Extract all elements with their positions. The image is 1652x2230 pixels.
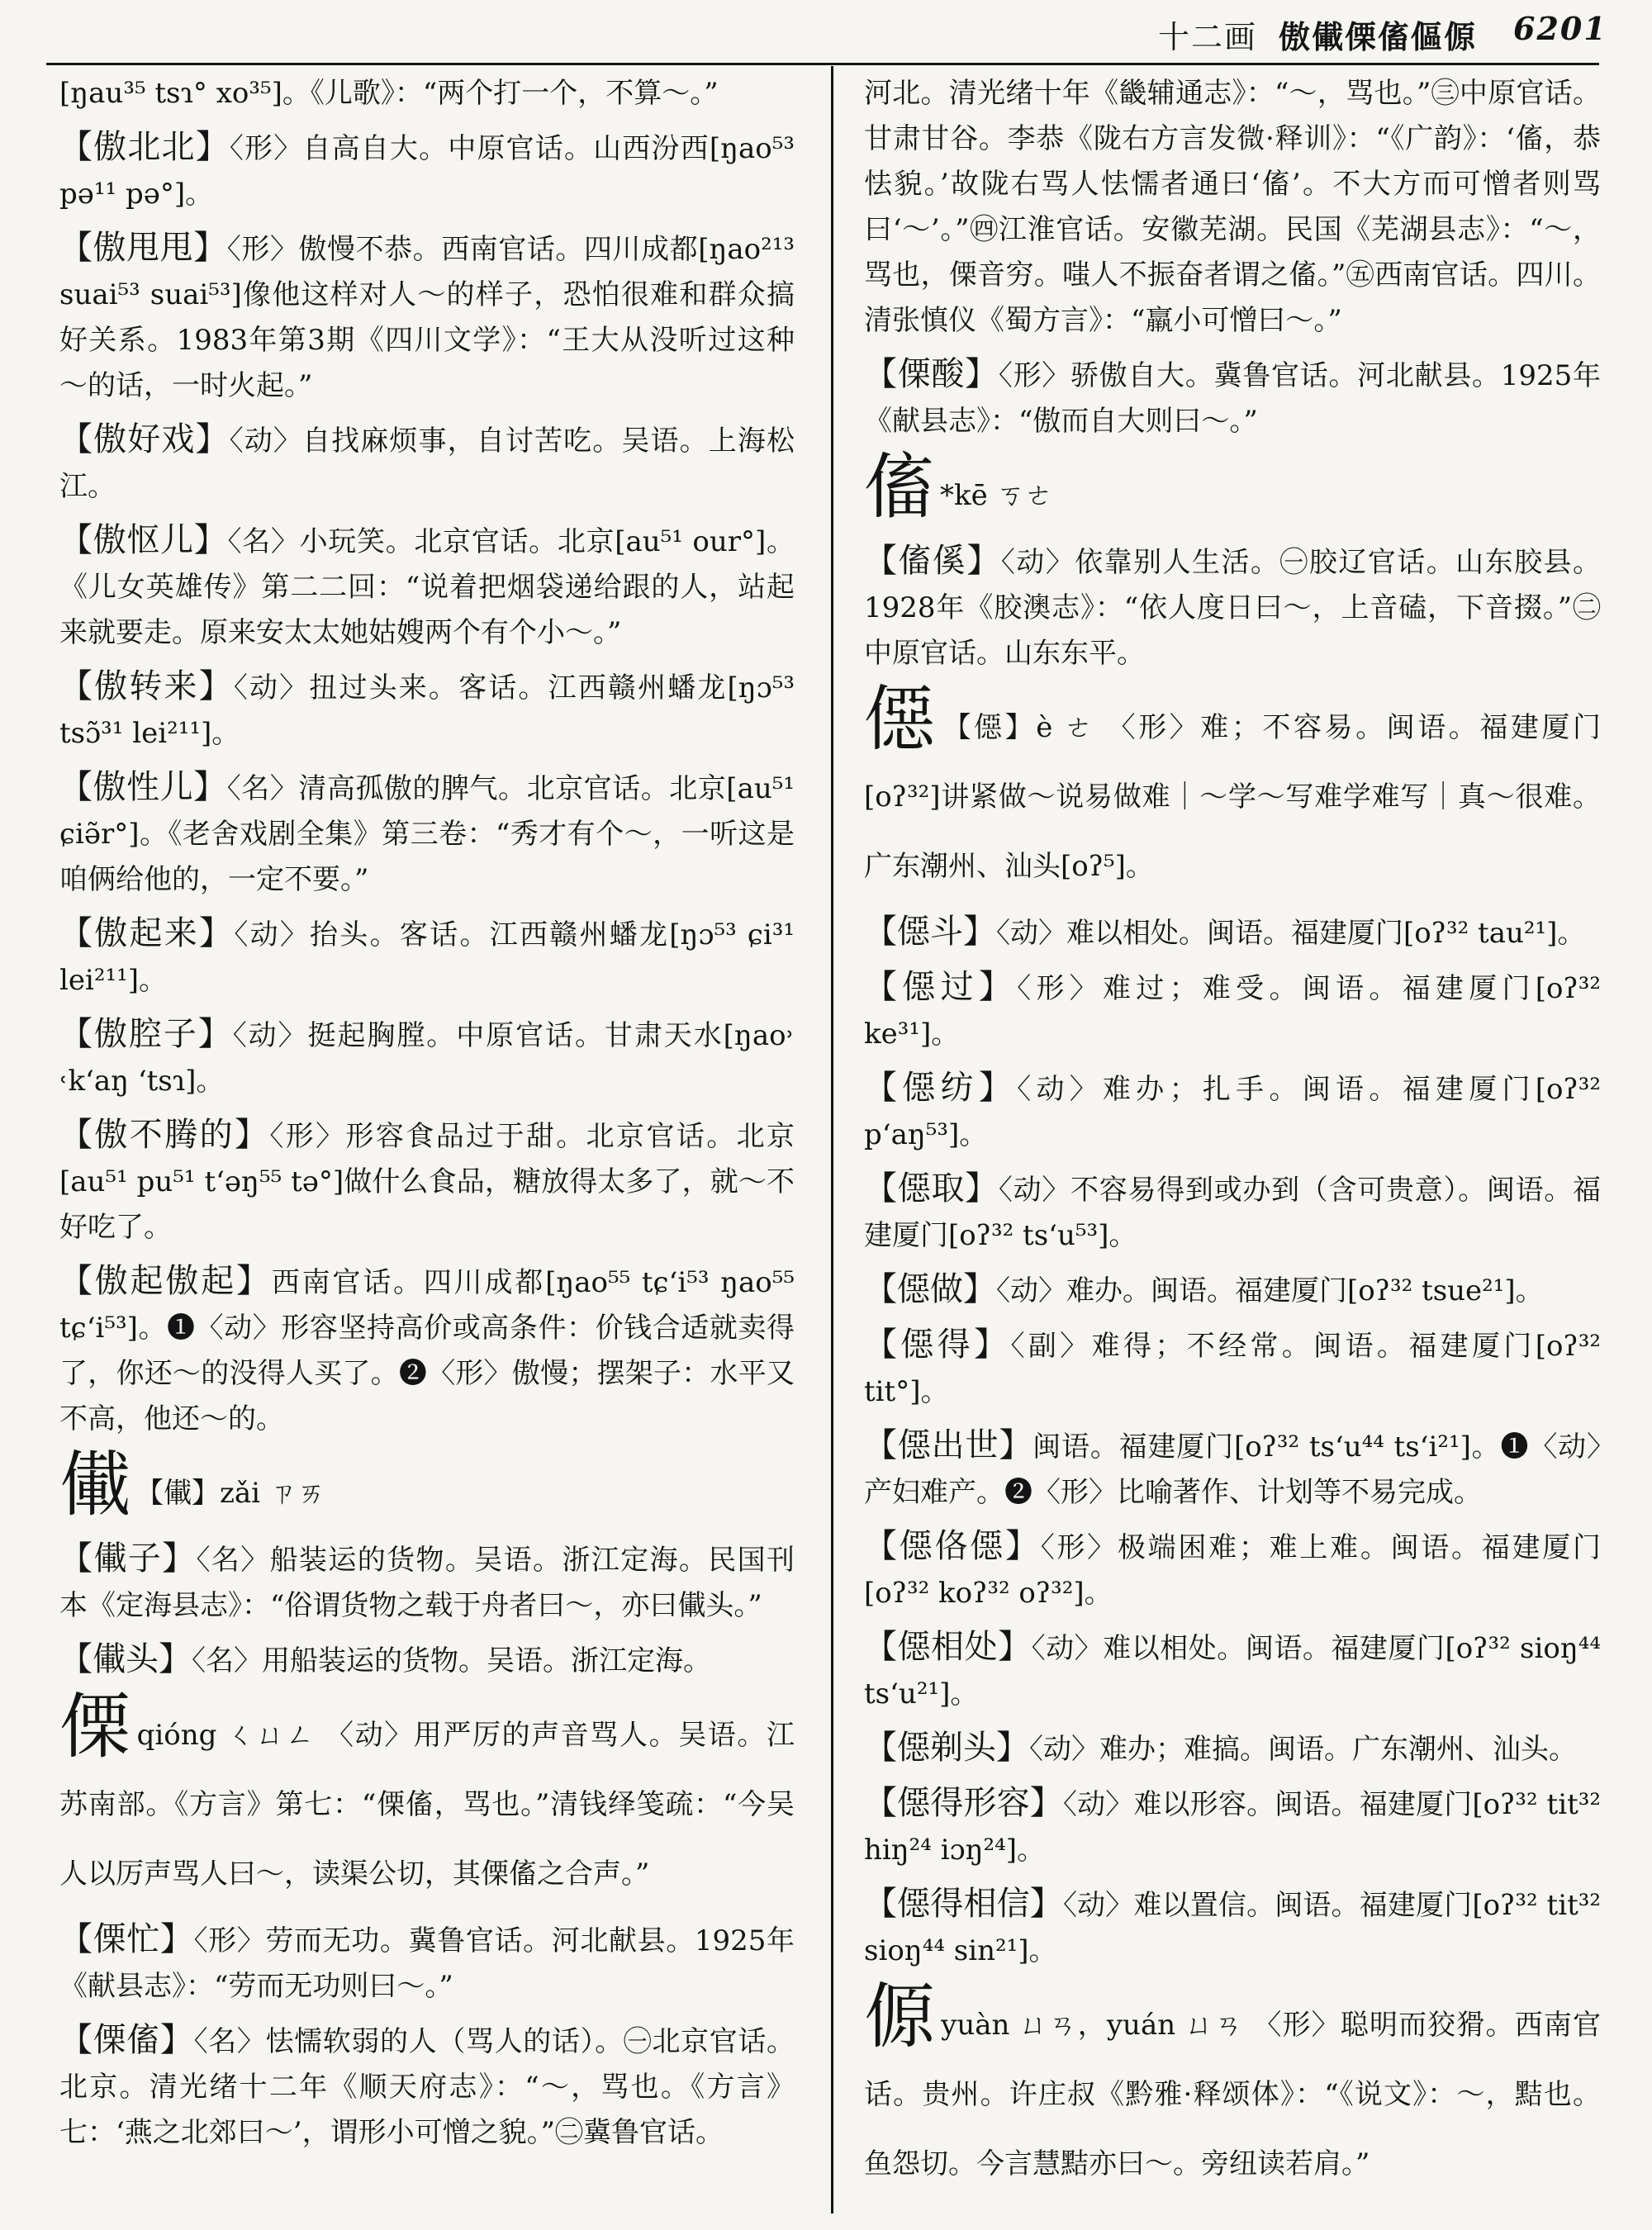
dictionary-entry (864, 1423, 1601, 1516)
entry-headword: 【僫做】 (864, 1270, 996, 1308)
section-title: 十二画 (1158, 19, 1258, 55)
dictionary-entry (59, 125, 795, 217)
entry-definition: 〈动〉难办。闽语。福建厦门[oʔ³² tsue²¹]。 (996, 1274, 1544, 1307)
dictionary-entry (59, 417, 795, 510)
dictionary-entry (59, 1259, 795, 1442)
header-head-chars: 傲儎傈傗傴傆 (1279, 18, 1478, 55)
character-definition: *kē ㄎㄜ (940, 479, 1053, 512)
dictionary-entry (59, 1113, 795, 1250)
entry-definition: 〈名〉清高孤傲的脾气。北京官话。北京[au⁵¹ ɕiə̃r°]。《老舍戏剧全集》第三卷：“秀才有个～，一听这是咱俩给他的，一定不要。” (59, 772, 795, 896)
entry-headword: 【儎头】 (59, 1640, 192, 1678)
left-column (59, 71, 795, 2164)
head-character: 僫 (864, 678, 938, 761)
entry-headword: 【僫纺】 (864, 1069, 1018, 1107)
character-entry (59, 1686, 795, 1909)
head-character: 傆 (864, 1976, 937, 2058)
entry-headword: 【傲好戏】 (59, 420, 230, 458)
character-definition: 【儎】zǎi ㄗㄞ (135, 1477, 325, 1510)
dictionary-entry (864, 1725, 1601, 1772)
dictionary-entry (59, 518, 795, 656)
entry-definition: 〈名〉船装运的货物。吴语。浙江定海。民国刊本《定海县志》：“俗谓货物之载于舟者曰～，亦曰儎头。” (59, 1544, 795, 1622)
dictionary-entry (864, 1524, 1601, 1616)
entry-headword: 【傲怄儿】 (59, 521, 228, 559)
entry-headword: 【傈酸】 (864, 355, 999, 393)
dictionary-entry (864, 909, 1601, 956)
head-character: 傈 (59, 1686, 132, 1768)
dictionary-entry (864, 1166, 1601, 1259)
entry-definition: 〈动〉难以相处。闽语。福建厦门[oʔ³² sioŋ⁴⁴ ts‘u²¹]。 (864, 1632, 1601, 1710)
dictionary-entry (864, 1267, 1601, 1314)
character-definition: yuàn ㄩㄢ，yuán ㄩㄢ 〈形〉聪明而狡猾。西南官话。贵州。许庄叔《黔雅·释颂体》：“《说文》：～，黠也。鱼怨切。今言慧黠亦曰～。旁纽读若肩。” (864, 2009, 1602, 2180)
entry-definition: 〈形〉形容食品过于甜。北京官话。北京[au⁵¹ pu⁵¹ t‘əŋ⁵⁵ tə°]做什么食品，糖放得太多了，就～不好吃了。 (59, 1120, 795, 1244)
entry-headword: 【傲北北】 (59, 128, 230, 166)
entry-definition: 〈名〉小玩笑。北京官话。北京[au⁵¹ our°]。《儿女英雄传》第二二回：“说着把烟袋递给跟的人，站起来就要走。原来安太太她姑嫂两个有个小～。” (59, 525, 795, 649)
entry-headword: 【僫剃头】 (864, 1729, 1029, 1767)
entry-definition: 〈动〉挺起胸膛。中原官话。甘肃天水[ŋao˒ ˓k‘aŋ ‘tsɿ]。 (59, 1019, 795, 1098)
page-number: 6201 (1513, 10, 1607, 47)
entry-headword: 【傲起傲起】 (59, 1262, 272, 1300)
dictionary-entry (864, 352, 1601, 444)
entry-headword: 【傲转来】 (59, 667, 234, 705)
header-rule (46, 63, 1599, 65)
entry-headword: 【僫得】 (864, 1326, 1011, 1364)
entry-definition: 〈形〉骄傲自大。冀鲁官话。河北献县。1925年《献县志》：“傲而自大则曰～。” (864, 359, 1602, 438)
character-definition: 【僫】è ㄜ 〈形〉难；不容易。闽语。福建厦门[oʔ³²]讲紧做～说易做难｜～学～写难学难写｜真～很难。广东潮州、汕头[oʔ⁵]。 (864, 711, 1601, 883)
entry-headword: 【傲腔子】 (59, 1015, 233, 1053)
dictionary-entry (864, 965, 1601, 1057)
dictionary-entry (59, 225, 795, 409)
entry-definition: 〈形〉难过；难受。闽语。福建厦门[oʔ³² ke³¹]。 (864, 972, 1601, 1051)
entry-definition: 〈动〉扭过头来。客话。江西赣州蟠龙[ŋɔ⁵³ tsɔ̃³¹ lei²¹¹]。 (59, 671, 795, 750)
entry-headword: 【傲甩甩】 (59, 229, 227, 267)
dictionary-entry (59, 1536, 795, 1629)
entry-headword: 【傲性儿】 (59, 768, 227, 806)
entry-definition: 〈动〉难办；扎手。闽语。福建厦门[oʔ³² p‘aŋ⁵³]。 (864, 1073, 1601, 1151)
right-column (864, 71, 1601, 2207)
entry-headword: 【僫佫僫】 (864, 1527, 1041, 1565)
entry-headword: 【僫取】 (864, 1170, 999, 1208)
dictionary-entry (59, 765, 795, 903)
entry-headword: 【傗傒】 (864, 542, 1001, 580)
continuation-text: 河北。清光绪十年《畿辅通志》：“～，骂也。”㊂中原官话。甘肃甘谷。李恭《陇右方言发微·释训》：“《广韵》：‘傗，恭怯貌。’故陇右骂人怯懦者通曰‘傗’。不大方而可憎者则骂曰‘～’。”㊃江淮官话。安徽芜湖。民国《芜湖县志》：“～，骂也，傈音穷。嗤人不振奋者谓之傗。”㊄西南官话。四川。清张慎仪《蜀方言》：“羸小可憎曰～。” (864, 77, 1601, 337)
entry-definition: 西南官话。四川成都[ŋao⁵⁵ tɕ‘i⁵³ ŋao⁵⁵ tɕ‘i⁵³]。❶〈动〉形容坚持高价或高条件：价钱合适就卖得了，你还～的没得人买了。❷〈形〉傲慢；摆架子：水平又不高，他还～的。 (59, 1266, 795, 1435)
dictionary-entry (59, 911, 795, 1004)
entry-definition: 〈形〉自高自大。中原官话。山西汾西[ŋao⁵³ pə¹¹ pə°]。 (59, 132, 795, 211)
entry-definition: 闽语。福建厦门[oʔ³² ts‘u⁴⁴ ts‘i²¹]。❶〈动〉产妇难产。❷〈形〉比喻著作、计划等不易完成。 (864, 1431, 1602, 1509)
entry-definition: 〈动〉不容易得到或办到（含可贵意）。闽语。福建厦门[oʔ³² ts‘u⁵³]。 (864, 1174, 1602, 1252)
entry-definition: 〈动〉依靠别人生活。㊀胶辽官话。山东胶县。1928年《胶澳志》：“依人度日曰～，上音磕，下音掇。”㊁中原官话。山东东平。 (864, 546, 1602, 670)
character-definition: qióng ㄑㄩㄥ 〈动〉用严厉的声音骂人。吴语。江苏南部。《方言》第七：“傈傗，骂也。”清钱绎笺疏：“今吴人以厉声骂人曰～，读渠公切，其傈傗之合声。” (59, 1719, 795, 1891)
character-entry (864, 678, 1601, 901)
entry-definition: 〈动〉难以形容。闽语。福建厦门[oʔ³² tit³² hiŋ²⁴ iɔŋ²⁴]。 (864, 1788, 1602, 1867)
page-header (0, 0, 1652, 66)
entry-headword: 【僫得形容】 (864, 1784, 1063, 1822)
dictionary-entry (864, 539, 1601, 676)
entry-definition: 〈动〉自找麻烦事，自讨苦吃。吴语。上海松江。 (59, 425, 795, 503)
dictionary-entry (59, 1012, 795, 1104)
entry-headword: 【僫得相信】 (864, 1885, 1063, 1923)
entry-definition: 〈形〉劳而无功。冀鲁官话。河北献县。1925年《献县志》：“劳而无功则曰～。” (59, 1924, 795, 2003)
dictionary-entry (59, 1917, 795, 2009)
entry-definition: 〈动〉抬头。客话。江西赣州蟠龙[ŋɔ⁵³ ɕi³¹ lei²¹¹]。 (59, 918, 795, 997)
entry-definition: 〈动〉难办；难搞。闽语。广东潮州、汕头。 (1029, 1733, 1577, 1766)
continuation-text: [ŋau³⁵ tsɿ° xo³⁵]。《儿歌》：“两个打一个，不算～。” (59, 77, 719, 110)
character-entry (59, 1444, 795, 1528)
entry-definition: 〈动〉难以置信。闽语。福建厦门[oʔ³² tit³² sioŋ⁴⁴ sin²¹]。 (864, 1889, 1602, 1967)
dictionary-entry (59, 2018, 795, 2156)
character-entry (864, 1976, 1602, 2199)
dictionary-entry (864, 1881, 1601, 1974)
dictionary-entry (864, 1322, 1601, 1415)
entry-definition: 〈形〉傲慢不恭。西南官话。四川成都[ŋao²¹³ suai⁵³ suai⁵³]像他这样对人～的样子，恐怕很难和群众搞好关系。1983年第3期《四川文学》：“王大从没听过这种～的话，一时火起。” (59, 233, 795, 402)
entry-headword: 【傈傗】 (59, 2021, 194, 2059)
entry-definition: 〈形〉极端困难；难上难。闽语。福建厦门[oʔ³² koʔ³² oʔ³²]。 (864, 1531, 1602, 1610)
dictionary-entry (864, 1065, 1601, 1158)
head-character: 儎 (59, 1444, 131, 1526)
entry-headword: 【儎子】 (59, 1540, 197, 1578)
entry-headword: 【僫相处】 (864, 1628, 1032, 1666)
entry-definition: 〈名〉怯懦软弱的人（骂人的话）。㊀北京官话。北京。清光绪十二年《顺天府志》：“～，骂也。《方言》七：‘燕之北郊曰～’，谓形小可憎之貌。”㊁冀鲁官话。 (59, 2025, 795, 2149)
dictionary-entry (864, 1781, 1601, 1873)
entry-headword: 【僫出世】 (864, 1426, 1033, 1464)
column-divider (831, 66, 833, 2213)
entry-headword: 【傈忙】 (59, 1920, 194, 1958)
entry-headword: 【傲不腾的】 (59, 1116, 270, 1154)
dictionary-entry (59, 1637, 795, 1684)
entry-headword: 【僫斗】 (864, 913, 996, 951)
character-entry (864, 446, 1601, 530)
entry-headword: 【傲起来】 (59, 914, 235, 952)
entry-definition: 〈动〉难以相处。闽语。福建厦门[oʔ³² tau²¹]。 (996, 917, 1586, 950)
dictionary-entry (59, 664, 795, 757)
dictionary-entry (864, 1625, 1601, 1717)
entry-definition: 〈名〉用船装运的货物。吴语。浙江定海。 (192, 1644, 711, 1677)
entry-headword: 【僫过】 (864, 968, 1018, 1006)
entry-definition: 〈副〉难得；不经常。闽语。福建厦门[oʔ³² tit°]。 (864, 1330, 1601, 1408)
head-character: 傗 (864, 446, 935, 529)
